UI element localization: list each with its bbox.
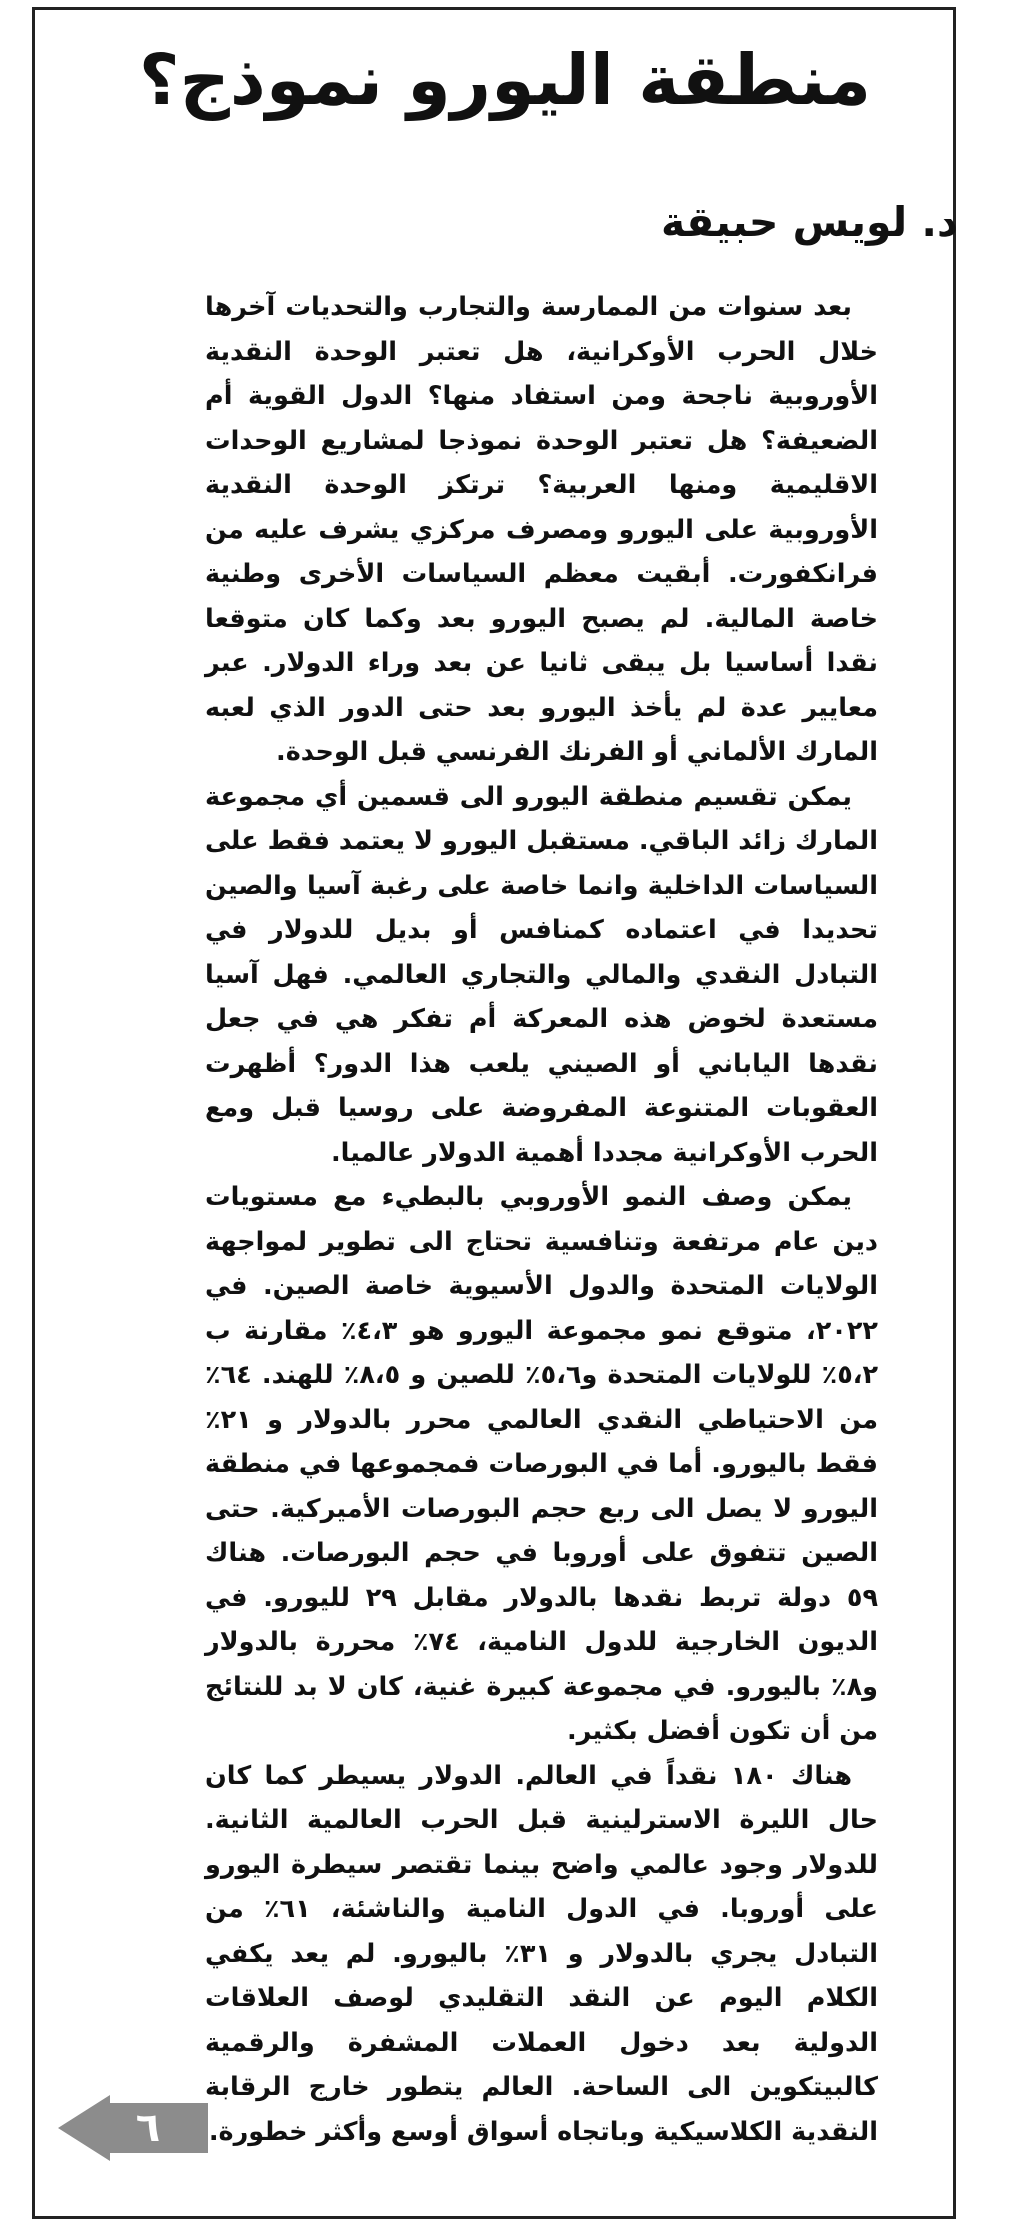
article-body xyxy=(45,285,878,2165)
article-title: منطقة اليورو نموذج؟ xyxy=(138,39,872,121)
paragraph-1: بعد سنوات من الممارسة والتجارب والتحديات آخرها خلال الحرب الأوكرانية، هل تعتبر الوحدة النقدية الأوروبية ناجحة ومن استفاد منها؟ الدول القوية أم الضعيفة؟ هل تعتبر الوحدة نموذجا لمشاريع الوحدات الاقليمية ومنها العربية؟ ترتكز الوحدة النقدية الأوروبية على اليورو ومصرف مركزي يشرف عليه من فرانكفورت. أبقيت معظم السياسات الأخرى وطنية خاصة المالية. لم يصبح اليورو بعد وكما كان متوقعا نقدا أساسيا بل يبقى ثانيا عن بعد وراء الدولار. عبر معايير عدة لم يأخذ اليورو بعد حتى الدور الذي لعبه المارك الألماني أو الفرنك الفرنسي قبل الوحدة. xyxy=(205,292,878,767)
paragraph-2: يمكن تقسيم منطقة اليورو الى قسمين أي مجموعة المارك زائد الباقي. مستقبل اليورو لا يعتمد فقط على السياسات الداخلية وانما خاصة على رغبة آسيا والصين تحديدا في اعتماده كمنافس أو بديل للدولار في التبادل النقدي والمالي والتجاري العالمي. فهل آسيا مستعدة لخوض هذه المعركة أم تفكر هي في جعل نقدها الياباني أو الصيني يلعب هذا الدور؟ أظهرت العقوبات المتنوعة المفروضة على روسيا قبل ومع الحرب الأوكرانية مجددا أهمية الدولار عالميا. xyxy=(205,781,878,1168)
article-author: د. لويس حبيقة xyxy=(660,198,958,246)
paragraph-3: يمكن وصف النمو الأوروبي بالبطيء مع مستويات دين عام مرتفعة وتنافسية تحتاج الى تطوير لمواجهة الولايات المتحدة والدول الأسيوية خاصة الصين. في ٢٠٢٢، متوقع نمو مجموعة اليورو هو ٤،٣٪ مقارنة ب ٥،٢٪ للولايات المتحدة و٥،٦٪ للصين و ٨،٥٪ للهند. ٦٤٪ من الاحتياطي النقدي العالمي محرر بالدولار و ٢١٪ فقط باليورو. أما في البورصات فمجموعها في منطقة اليورو لا يصل الى ربع حجم البورصات الأميركية. حتى الصين تتفوق على أوروبا في حجم البورصات. هناك ٥٩ دولة تربط نقدها بالدولار مقابل ٢٩ لليورو. في الديون الخارجية للدول النامية، ٧٤٪ محررة بالدولار و٨٪ باليورو. في مجموعة كبيرة غنية، كان لا بد للنتائج من أن تكون أفضل بكثير. xyxy=(205,1182,879,1746)
page-number: ٦ xyxy=(135,2105,161,2151)
paragraph-4: هناك ١٨٠ نقداً في العالم. الدولار يسيطر كما كان حال الليرة الاسترلينية قبل الحرب العالمية الثانية. للدولار وجود عالمي واضح بينما تقتصر سيطرة اليورو على أوروبا. في الدول النامية والناشئة، ٦١٪ من التبادل يجري بالدولار و ٣١٪ باليورو. لم يعد يكفي الكلام اليوم عن النقد التقليدي لوصف العلاقات الدولية بعد دخول العملات المشفرة والرقمية كالبيتكوين الى الساحة. العالم يتطور خارج الرقابة النقدية الكلاسيكية وباتجاه أسواق أوسع وأكثر خطورة. xyxy=(205,1760,878,2147)
